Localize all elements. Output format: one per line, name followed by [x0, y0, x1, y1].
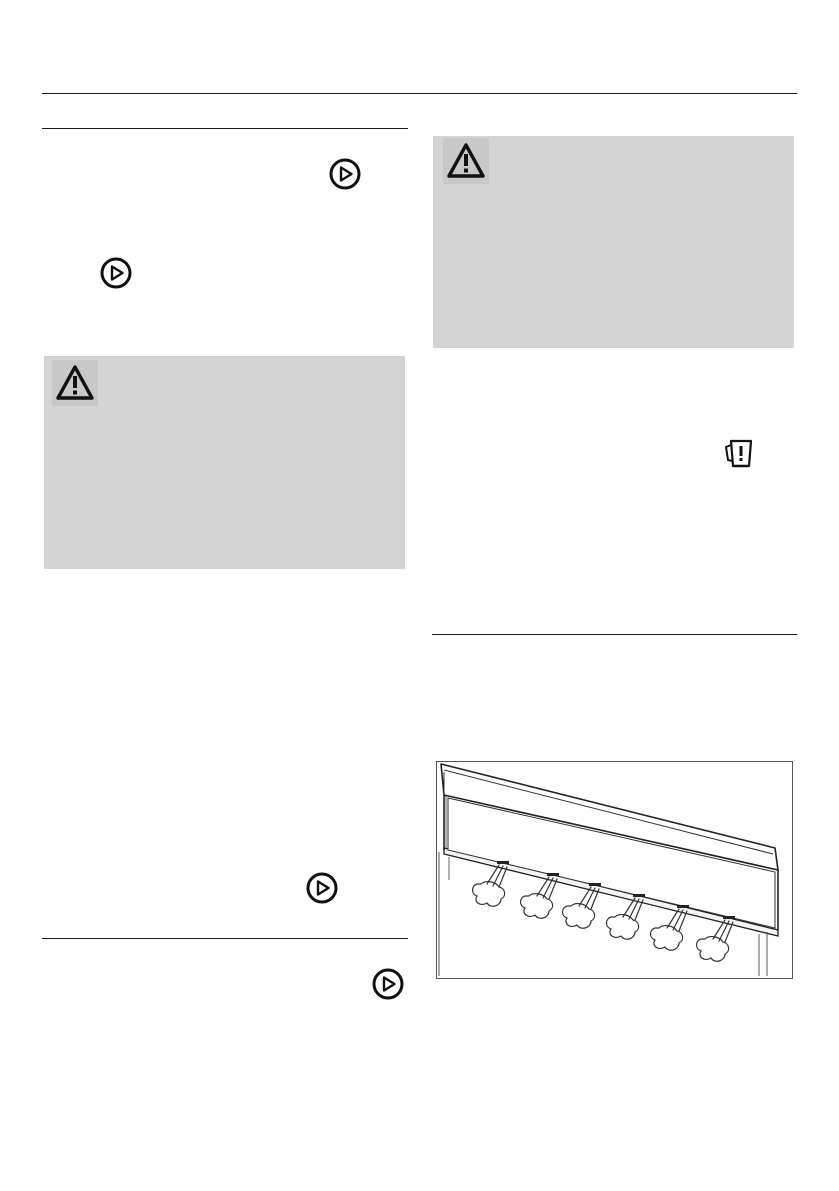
header-rule — [42, 93, 797, 94]
section-rule-right — [432, 634, 797, 635]
warning-box-left — [44, 356, 405, 569]
descale-jug-icon — [723, 436, 759, 472]
warning-triangle-icon — [446, 141, 486, 181]
play-circle-icon — [371, 967, 405, 1001]
play-circle-icon — [328, 157, 362, 191]
section-rule-left-bottom — [42, 938, 408, 939]
warning-icon-frame — [52, 360, 98, 406]
section-rule-left-top — [42, 128, 408, 129]
play-circle-icon — [305, 871, 339, 905]
warning-icon-frame — [443, 138, 489, 184]
warning-triangle-icon — [55, 363, 95, 403]
steam-vents-drawing — [437, 762, 792, 978]
steam-vents-illustration — [436, 761, 793, 979]
warning-box-right — [433, 136, 794, 348]
play-circle-icon — [99, 256, 133, 290]
